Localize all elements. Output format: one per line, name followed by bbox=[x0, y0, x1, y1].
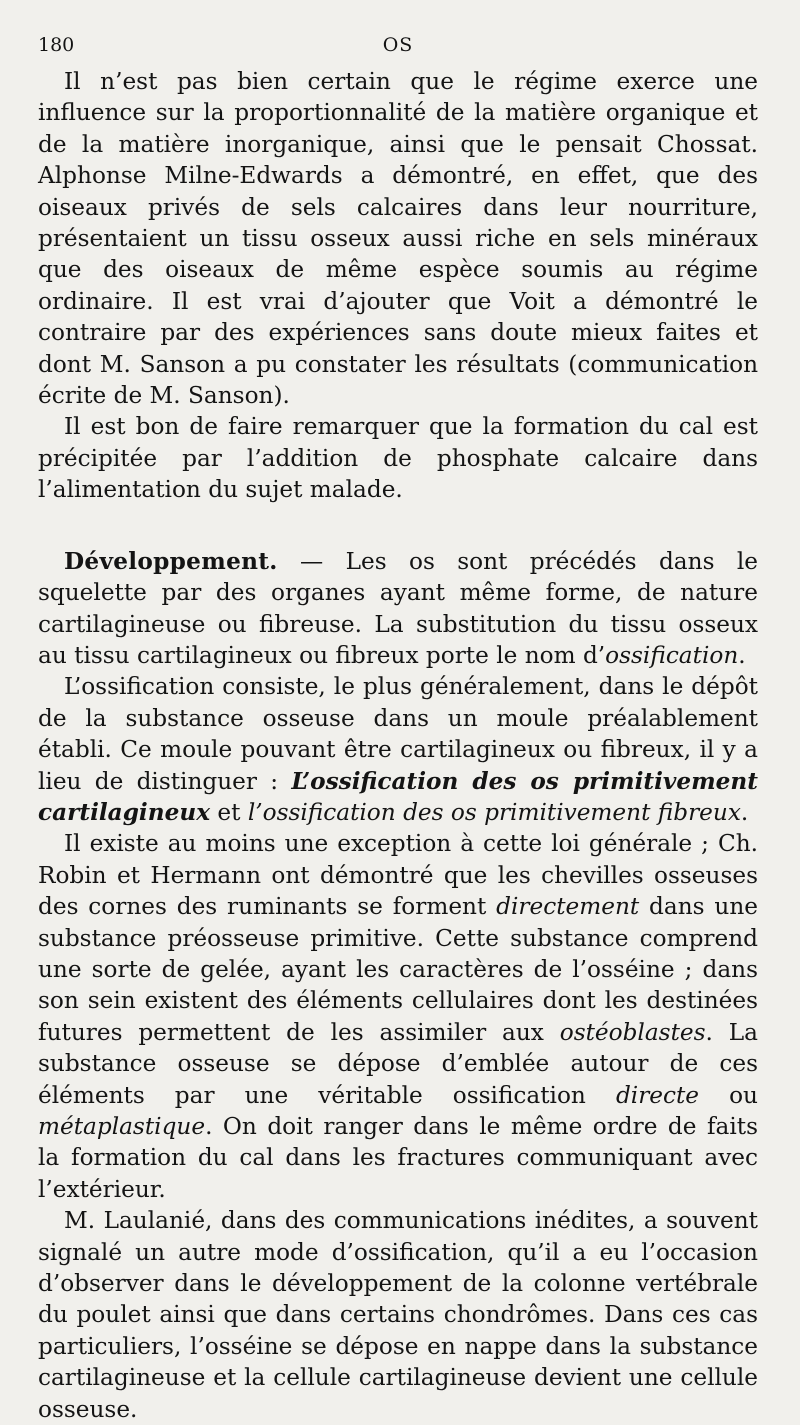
text-run: . bbox=[738, 641, 746, 669]
text-run: et bbox=[210, 798, 248, 826]
text-run: — Les os sont précédés dans le squelette par des organes ayant même forme, de nature cartilagineuse ou fibreuse. La substitution du tissu osseux au tissu cartilagineux ou fibreux porte le nom d’ bbox=[38, 547, 758, 669]
text-run: . bbox=[740, 798, 749, 826]
text-run: . La substance osseuse se dépose d’emblée autour de ces éléments par une véritable ossification bbox=[38, 1018, 758, 1109]
text-run: L’ossification consiste, le plus généralement, dans le dépôt de la substance osseuse dans un moule préalablement établi. Ce moule pouvant être cartilagineux ou fibreux, il y a lieu de distinguer : bbox=[38, 673, 758, 795]
emphasis-fibreux: l’ossification des os primitivement fibreux bbox=[247, 798, 741, 826]
paragraph-laulanie: M. Laulanié, dans des communications inédites, a souvent signalé un autre mode d’ossification, qu’il a eu l’occasion d’observer dans le développement de la colonne vertébrale du poulet ainsi que dans certains chondrômes. Dans ces cas particuliers, l’osséine se dépose en nappe dans la substance cartilagineuse et la cellule cartilagineuse devient une cellule osseuse. bbox=[38, 1207, 758, 1423]
paragraph-regime: Il n’est pas bien certain que le régime exerce une influence sur la proportionnalité de la matière organique et de la matière inorganique, ainsi que le pensait Chossat. Alphonse Milne-Edwards a démontré, en effet, que des oiseaux privés de sels calcaires dans leur nourriture, présentaient un tissu osseux aussi riche en sels minéraux que des oiseaux de même espèce soumis au régime ordinaire. Il est vrai d’ajouter que Voit a démontré le contraire par des expériences sans doute mieux faites et dont M. Sanson a pu constater les résultats (communication écrite de M. Sanson). bbox=[38, 68, 758, 410]
emphasis-cartilagineux: L’ossification des os primitivement cartilagineux bbox=[38, 767, 759, 826]
section-heading: Développement. bbox=[64, 547, 278, 575]
running-title: OS bbox=[382, 34, 414, 56]
paragraph-exception bbox=[38, 828, 758, 1205]
page-number: 180 bbox=[38, 34, 75, 56]
paragraph-ossification bbox=[38, 671, 758, 828]
emphasis-directe: directe bbox=[615, 1081, 700, 1109]
paragraph-cal: Il est bon de faire remarquer que la formation du cal est précipitée par l’addition de phosphate calcaire dans l’alimentation du sujet malade. bbox=[38, 413, 758, 504]
emphasis-ossification: ossification bbox=[605, 641, 739, 669]
emphasis-directement: directement bbox=[496, 893, 640, 921]
text-run: dans une substance préosseuse primitive. Cette substance comprend une sorte de gelée, ayant les caractères de l’osséine ; dans son sein existent des éléments cellulaires dont les destinées futures permettent de les assimiler aux bbox=[38, 893, 758, 1046]
text-run: Il existe au moins une exception à cette loi générale ; Ch. Robin et Hermann ont démontré que les chevilles osseuses des cornes des ruminants se forment bbox=[38, 830, 758, 921]
emphasis-osteoblastes: ostéoblastes bbox=[559, 1018, 706, 1046]
emphasis-metaplastique: métaplastique bbox=[38, 1113, 206, 1140]
text-run: ou bbox=[699, 1081, 758, 1109]
paragraph-developpement bbox=[38, 546, 758, 672]
text-run: . On doit ranger dans le même ordre de faits la formation du cal dans les fractures communiquant avec l’extérieur. bbox=[38, 1113, 758, 1203]
section-gap bbox=[38, 506, 758, 546]
running-head bbox=[38, 0, 758, 66]
